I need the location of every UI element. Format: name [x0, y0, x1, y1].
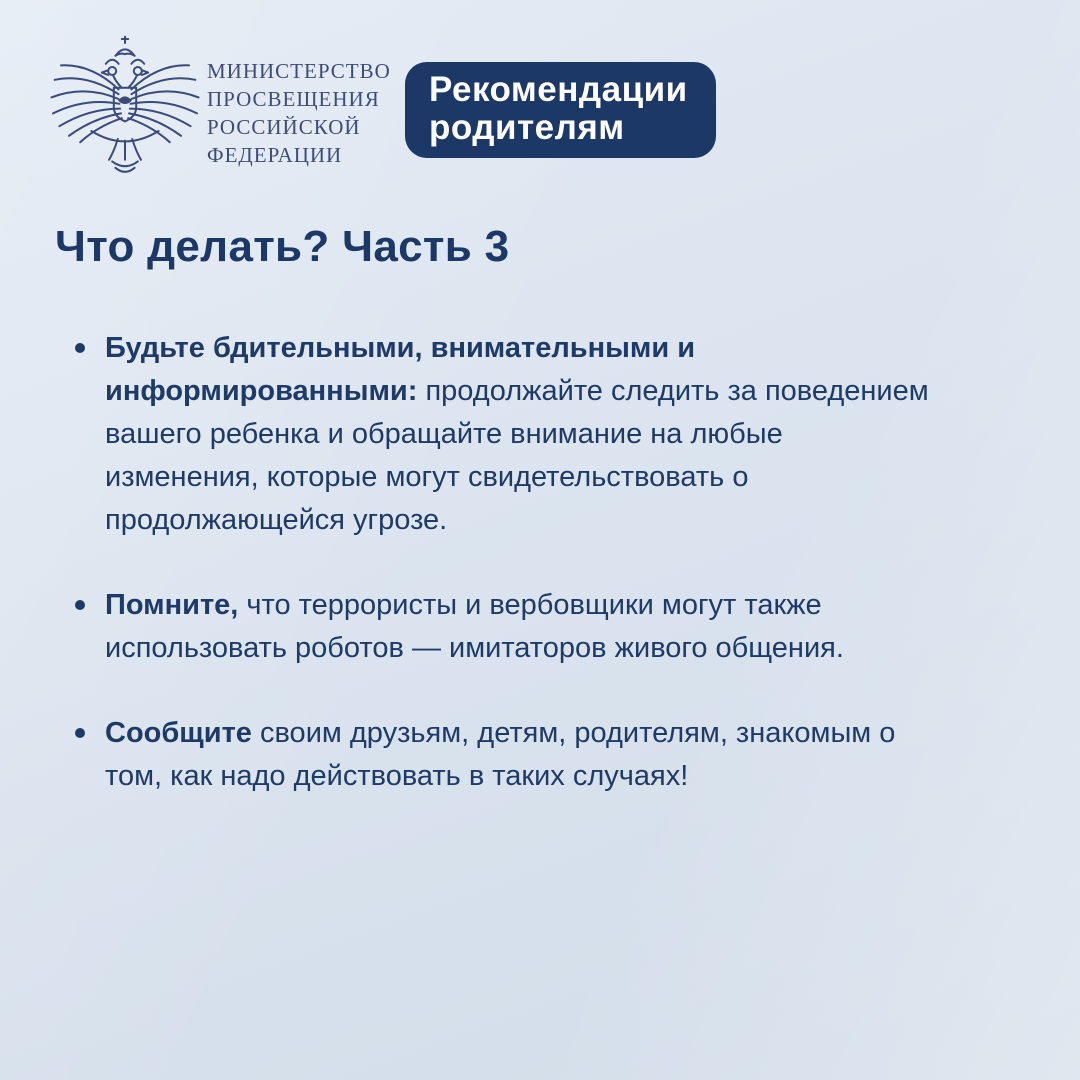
- bullet-lead-bold: Сообщите: [105, 717, 252, 749]
- ministry-name: [207, 57, 391, 169]
- page-title: Что делать? Часть 3: [55, 222, 510, 271]
- badge-line-1: Рекомендации: [429, 70, 688, 109]
- bullet-text: [105, 327, 935, 542]
- bullet-dot: [75, 600, 85, 610]
- bullet-text: [105, 584, 935, 670]
- bullet-body: продолжайте следить за поведением вашего ребенка и обращайте внимание на любые изменения, которые могут свидетельствовать о продолжающейся угрозе.: [105, 375, 929, 536]
- list-item: [55, 712, 955, 798]
- bullet-body: что террористы и вербовщики могут также использовать роботов — имитаторов живого общения.: [105, 589, 844, 664]
- double-headed-eagle-icon: [45, 34, 205, 184]
- ministry-name-line: ФЕДЕРАЦИИ: [207, 143, 343, 167]
- ministry-logo: [45, 34, 205, 184]
- bullet-list: [55, 327, 955, 798]
- ministry-name-line: ПРОСВЕЩЕНИЯ: [207, 87, 380, 111]
- list-item: [55, 327, 955, 542]
- bullet-lead-bold: Будьте бдительными, внимательными и информированными:: [105, 332, 696, 407]
- ministry-name-line: РОССИЙСКОЙ: [207, 115, 361, 139]
- ministry-name-line: МИНИСТЕРСТВО: [207, 59, 391, 83]
- main-content: [55, 222, 955, 840]
- bullet-body: своим друзьям, детям, родителям, знакомым о том, как надо действовать в таких случаях!: [105, 717, 896, 792]
- bullet-dot: [75, 343, 85, 353]
- bullet-text: [105, 712, 935, 798]
- bullet-dot: [75, 728, 85, 738]
- list-item: [55, 584, 955, 670]
- recommendations-badge: [405, 62, 716, 158]
- badge-line-2: родителям: [429, 108, 625, 147]
- bullet-lead-bold: Помните,: [105, 589, 239, 621]
